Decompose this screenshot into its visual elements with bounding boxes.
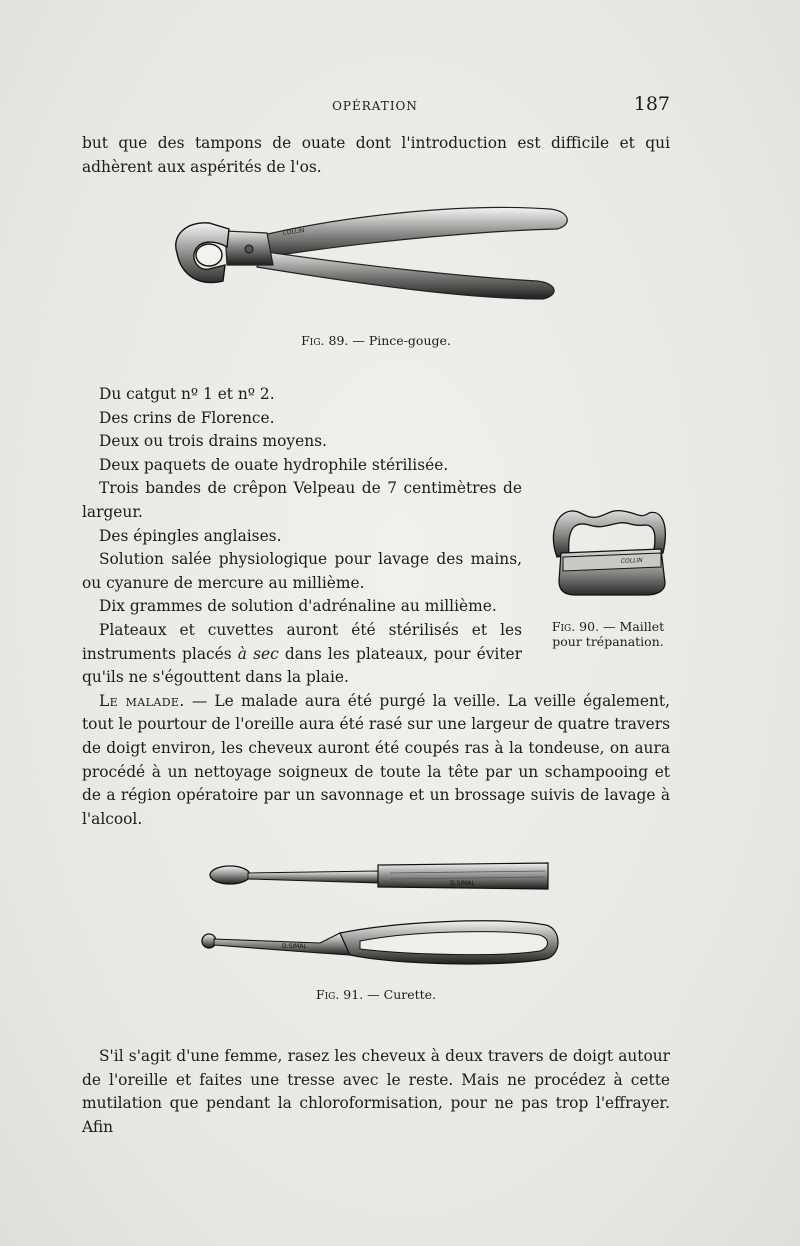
fig91-lower-maker-mark: D.SIMAL [282,943,307,950]
running-title: OPÉRATION [332,99,418,113]
plateaux-paragraph [82,619,522,690]
plateaux-text-a: Plateaux et cuvettes auront été stérilisés et les instruments placés [82,620,522,663]
list-item: Deux ou trois drains moyens. [99,432,327,451]
intro-paragraph [82,132,670,179]
fig90-maker-mark: COLLIN [620,556,643,565]
running-head [80,93,670,121]
list-item: Solution salée physiologique pour lavage des mains, ou cyanure de mercure au millième. [82,550,522,592]
page-number: 187 [633,93,670,115]
list-item: Dix grammes de solution d'adrénaline au millième. [99,597,497,616]
fig89-caption [82,333,670,348]
fig90-caption [538,619,678,649]
fig91-title: — Curette. [367,987,437,1002]
plateaux-emphasis: à sec [237,644,279,663]
malade-paragraph [82,690,670,832]
final-paragraph [82,1045,670,1139]
list-item: Du catgut nº 1 et nº 2. [99,385,275,403]
fig91-caption [82,987,670,1002]
fig90-title: — Maillet [603,619,665,634]
list-item: Des crins de Florence. [99,408,275,427]
list-item: Trois bandes de crêpon Velpeau de 7 centimètres de largeur. [82,479,522,521]
fig91-label: Fig. 91. [315,987,364,1002]
plateaux-text-b: dans les plateaux, pour éviter qu'ils ne s'égouttent dans la plaie. [82,644,522,687]
fig89-label: Fig. 89. [301,333,349,348]
final-text: S'il s'agit d'une femme, rasez les cheveux à deux travers de doigt autour de l'oreille et faites une tresse avec le reste. Mais ne procédez à cette mutilation que pendant la chloroformisation, pour ne pas trop l'effrayer. Afin [82,1047,670,1136]
intro-text: but que des tampons de ouate dont l'introduction est difficile et qui adhèrent aux aspérités de l'os. [82,134,670,176]
maillet-illustration [545,505,675,600]
fig90-label: Fig. 90. [551,619,600,634]
fig91-maker-mark: D.SIMAL [450,880,475,887]
fig89-maker-mark: COLLIN [282,227,305,237]
supply-list [82,383,670,831]
pince-gouge-illustration [165,195,575,315]
list-item: Des épingles anglaises. [99,526,282,545]
malade-text: — Le malade aura été purgé la veille. La veille également, tout le pourtour de l'oreille aura été rasé sur une largeur de quatre travers de doigt environ, les cheveux auront été coupés ras à la tondeuse, on aura procédé à un nettoyage soigneux de toute la tête par un schampooing et de a région opératoire par un savonnage et un brossage suivis de lavage à l'alcool. [82,691,670,828]
curette-illustration [200,855,565,975]
list-item: Deux paquets de ouate hydrophile stérilisée. [99,455,449,474]
fig90-caption-line-1 [538,619,678,634]
fig89-title: — Pince-gouge. [352,333,451,348]
fig90-title-line-2: pour trépanation. [552,634,664,649]
malade-heading: Le malade. [99,691,185,710]
